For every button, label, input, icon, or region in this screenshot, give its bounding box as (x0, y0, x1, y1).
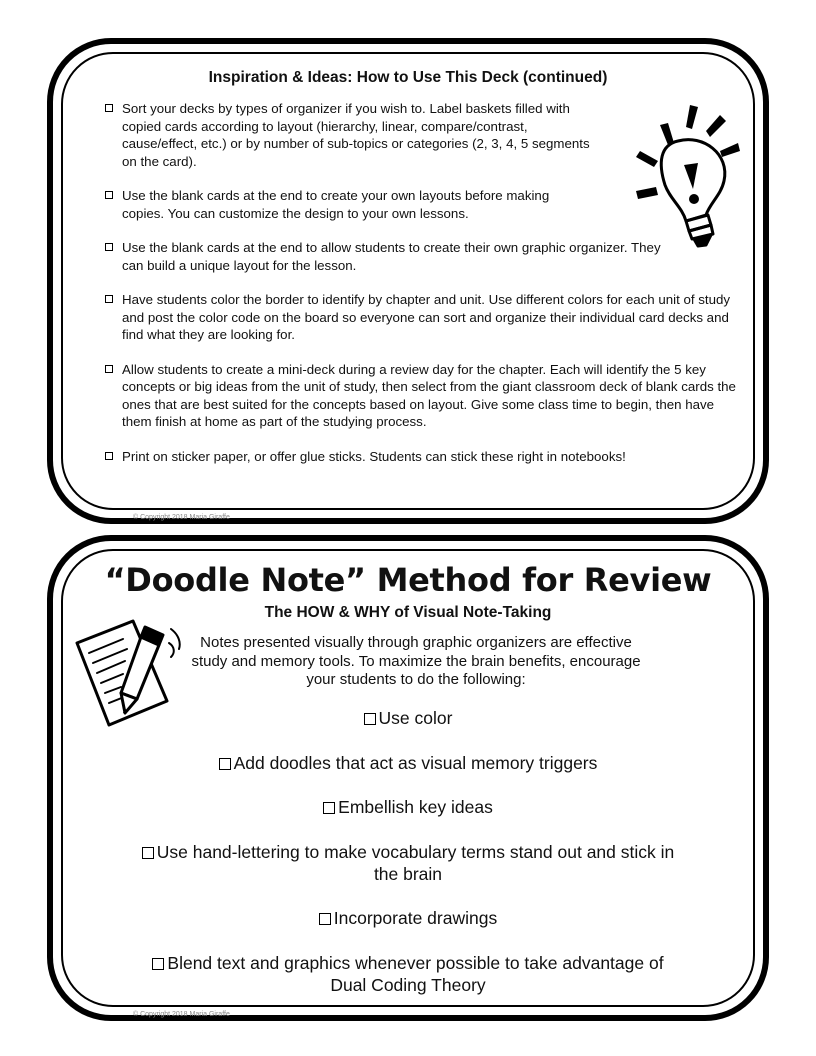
list-item: Sort your decks by types of organizer if you wish to. Label baskets filled with copied cards according to layout (hierarchy, linear, compare/contrast, cause/effect, etc.) or by number of sub-topics or categories (2, 3, 4, 5 segments on the card). (105, 100, 592, 170)
doodle-note-card (47, 535, 769, 1021)
doodle-card-intro: Notes presented visually through graphic organizers are effective study and memory tools. To maximize the brain benefits, encourage your students to do the following: (191, 634, 641, 688)
list-item: Use the blank cards at the end to create your own layouts before making copies. You can customize the design to your own lessons. (105, 187, 592, 222)
list-item: Blend text and graphics whenever possible to take advantage of Dual Coding Theory (93, 952, 723, 996)
ideas-card-title: Inspiration & Ideas: How to Use This Deck (continued) (208, 69, 608, 86)
copyright-note: © Copyright 2018 Maria Giraffe (133, 1011, 230, 1018)
checkbox-square-icon (152, 958, 164, 970)
list-item: Add doodles that act as visual memory triggers (93, 752, 723, 774)
checkbox-square-icon (142, 847, 154, 859)
list-item: Allow students to create a mini-deck during a review day for the chapter. Each will identify the 5 key concepts or big ideas from the unit of study, then select from the giant classroom deck of blank cards the ones that are best suited for the concepts based on layout. Give some class time to begin, then have them finish at home as part of the studying process. (105, 361, 745, 431)
checkbox-square-icon (105, 243, 113, 251)
list-item: Use the blank cards at the end to allow students to create their own graphic organizer. They can build a unique layout for the lesson. (105, 239, 682, 274)
list-item: Have students color the border to identify by chapter and unit. Use different colors for each unit of study and post the color code on the board so everyone can sort and organize their individual card decks and find what they are looking for. (105, 291, 745, 344)
list-item: Embellish key ideas (93, 796, 723, 818)
checkbox-square-icon (105, 191, 113, 199)
doodle-card-subtitle: The HOW & WHY of Visual Note-Taking (264, 604, 552, 621)
checkbox-square-icon (364, 713, 376, 725)
list-item: Use hand-lettering to make vocabulary terms stand out and stick in the brain (93, 841, 723, 885)
doodle-method-list (93, 707, 723, 1018)
checkbox-square-icon (105, 452, 113, 460)
ideas-card (47, 38, 769, 524)
checkbox-square-icon (323, 802, 335, 814)
ideas-bullet-list (105, 100, 745, 482)
copyright-note: © Copyright 2018 Maria Giraffe (133, 514, 230, 521)
checkbox-square-icon (219, 758, 231, 770)
list-item: Use color (93, 707, 723, 729)
checkbox-square-icon (105, 104, 113, 112)
checkbox-square-icon (105, 295, 113, 303)
checkbox-square-icon (105, 365, 113, 373)
checkbox-square-icon (319, 913, 331, 925)
list-item: Incorporate drawings (93, 907, 723, 929)
list-item: Print on sticker paper, or offer glue sticks. Students can stick these right in notebooks! (105, 448, 745, 466)
doodle-card-title: “Doodle Note” Method for Review (104, 561, 712, 599)
